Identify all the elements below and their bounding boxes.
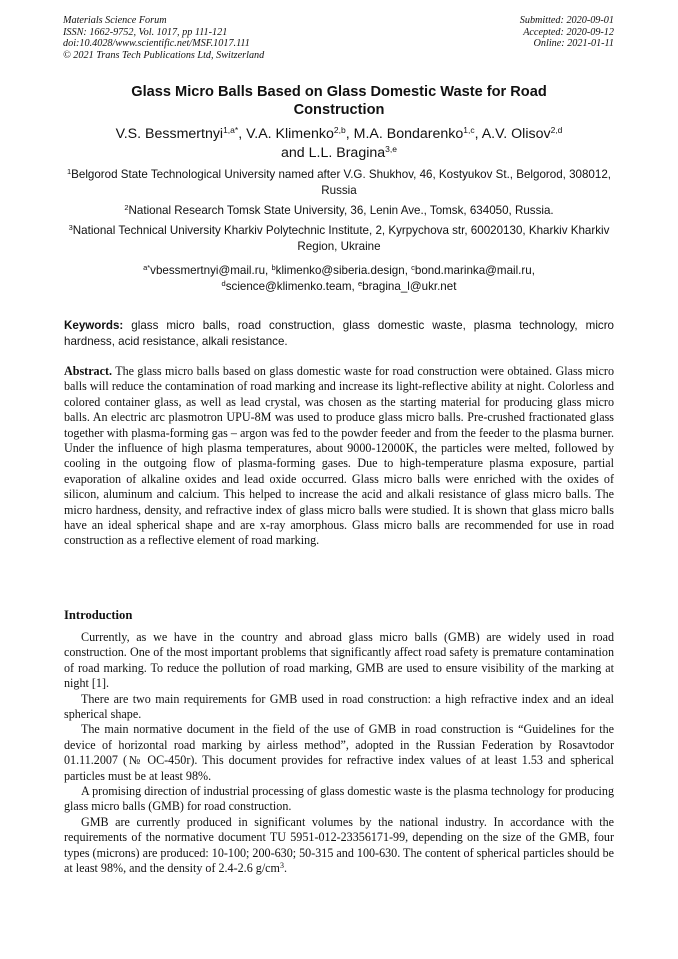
journal-name: Materials Science Forum bbox=[63, 15, 167, 26]
publication-dates bbox=[520, 15, 614, 50]
affiliation-text: National Research Tomsk State University, 36, Lenin Ave., Tomsk, 634050, Russia. bbox=[128, 204, 554, 217]
keywords-text: glass micro balls, road construction, glass domestic waste, plasma technology, micro hardness, acid resistance, alkali resistance. bbox=[64, 319, 614, 348]
affiliation-1 bbox=[64, 167, 614, 199]
journal-copyright: © 2021 Trans Tech Publications Ltd, Switzerland bbox=[63, 49, 265, 61]
author-affiliation-mark: 1,c bbox=[463, 125, 475, 135]
abstract-label: Abstract. bbox=[64, 364, 113, 378]
author: V.S. Bessmertnyi bbox=[115, 126, 224, 142]
author: M.A. Bondarenko bbox=[353, 126, 464, 142]
abstract bbox=[64, 364, 614, 549]
introduction-body bbox=[64, 630, 614, 877]
email-address[interactable]: science@klimenko.team, bbox=[225, 280, 358, 293]
affiliation-3 bbox=[64, 223, 614, 255]
affiliation-mark: 1 bbox=[66, 167, 72, 176]
journal-doi: doi:10.4028/www.scientific.net/MSF.1017.111 bbox=[63, 38, 250, 50]
author-affiliation-mark: 1,a* bbox=[223, 125, 239, 135]
email-mark: c bbox=[411, 263, 415, 272]
email-address[interactable]: vbessmertnyi@mail.ru, bbox=[150, 264, 272, 277]
email-address[interactable]: bond.marinka@mail.ru, bbox=[414, 264, 535, 277]
keywords-label: Keywords: bbox=[64, 319, 124, 332]
paragraph-text: GMB are currently produced in significant volumes by the national industry. In accordance with the requirements of the normative document TU 5951-012-23356171-99, depending on the size of the GMB, four types (microns) are produced: 10-100; 200-630; 50-315 and 100-630. The content of spherical particles should be at least 98%, and the density of 2.4-2.6 g/cm bbox=[64, 814, 614, 876]
email-mark: d bbox=[221, 279, 226, 288]
paragraph: The main normative document in the field of the use of GMB in road construction is “Guidelines for the device of horizontal road marking by airless method”, adopted in the Russian Federation by Rosavtodor 01.11.2007 (№ OC-450r). This document provides for refractive index values of at least 1.53 and spherical particles must be at least 98%. bbox=[64, 722, 614, 783]
paragraph-end: . bbox=[283, 861, 287, 876]
author-affiliation-mark: 2,b bbox=[333, 125, 346, 135]
email-mark: a* bbox=[143, 263, 151, 272]
email-mark: e bbox=[357, 279, 363, 288]
paragraph bbox=[64, 815, 614, 877]
online-date: Online: 2021-01-11 bbox=[533, 38, 614, 50]
email-mark: b bbox=[271, 263, 276, 272]
affiliation-mark: 3 bbox=[68, 223, 73, 232]
paragraph: A promising direction of industrial processing of glass domestic waste is the plasma technology for producing glass micro balls (GMB) for road construction. bbox=[64, 784, 614, 814]
author-affiliation-mark: 3,e bbox=[385, 144, 397, 154]
affiliation-2 bbox=[64, 203, 614, 219]
submitted-date: Submitted: 2020-09-01 bbox=[519, 15, 614, 26]
author: V.A. Klimenko bbox=[246, 126, 334, 142]
author: A.V. Olisov bbox=[481, 126, 551, 142]
email-address[interactable]: klimenko@siberia.design, bbox=[275, 264, 412, 277]
journal-info bbox=[63, 15, 264, 61]
section-heading-introduction: Introduction bbox=[64, 608, 133, 622]
affiliation-text: National Technical University Kharkiv Polytechnic Institute, 2, Kyrpychova str, 60020130, Kharkiv Kharkiv Region, Ukraine bbox=[72, 224, 610, 253]
accepted-date: Accepted: 2020-09-12 bbox=[523, 26, 614, 38]
keywords bbox=[64, 318, 614, 350]
affiliation-mark: 2 bbox=[124, 203, 129, 212]
paragraph: Currently, as we have in the country and abroad glass micro balls (GMB) are widely used in road construction. One of the most important problems that significantly affect road safety is premature contamination of road marking. To reduce the pollution of road marking, GMB are used to ensure visibility of the marking at night [1]. bbox=[64, 630, 614, 691]
author-list: V.S. Bessmertnyi$^{1,a*}$, V.A. Klimenko$^{2,b}$, M.A. Bondarenko$^{1,c}$, A.V. Olisov$^{2,d}$ and L.L. Bragina$^{3,e}$ bbox=[115, 125, 563, 161]
author-conjunction: and bbox=[281, 145, 309, 161]
journal-issn: ISSN: 1662-9752, Vol. 1017, pp 111-121 bbox=[63, 26, 228, 38]
affiliation-text: Belgorod State Technological University named after V.G. Shukhov, 46, Kostyukov St., Belgorod, 308012, Russia bbox=[71, 168, 612, 197]
author-affiliation-mark: 2,d bbox=[550, 125, 563, 135]
paragraph: There are two main requirements for GMB used in road construction: a high refractive index and an ideal spherical shape. bbox=[64, 691, 614, 722]
email-address[interactable]: bragina_l@ukr.net bbox=[362, 280, 457, 293]
author: L.L. Bragina bbox=[308, 145, 386, 161]
abstract-text: The glass micro balls based on glass domestic waste for road construction were obtained. Glass micro balls will reduce the contamination of road marking and increase its light-reflective ability at night. Colorless and colored container glass, as well as lead crystal, was chosen as the starting material for producing glass micro balls. An electric arc plasmotron UPU-8M was used to produce glass micro balls. Pre-crushed fractionated glass together with plasma-forming gas – argon was fed to the powder feeder and from the feeder to the plasma burner. Under the influence of high plasma temperatures, about 9000-12000K, the particles were melted, followed by cooling in the outgoing flow of plasma-forming gases. Due to high-temperature plasma exposure, partial evaporation of alkaline oxides and lead oxide occurred. Glass micro balls were enriched with the oxides of silicon, aluminum and calcium. This helped to increase the acid and alkali resistance of glass micro balls. The micro hardness, density, and refractive index of glass micro balls were studied. It is shown that glass micro balls have an ideal spherical shape and are x-ray amorphous. Glass micro balls are recommended for use in road construction as a reflective element of road marking. bbox=[64, 364, 614, 548]
unit-superscript: 3 bbox=[279, 861, 284, 871]
email-list bbox=[64, 263, 614, 295]
paper-title: Glass Micro Balls Based on Glass Domestic Waste for Road Construction bbox=[131, 84, 547, 118]
